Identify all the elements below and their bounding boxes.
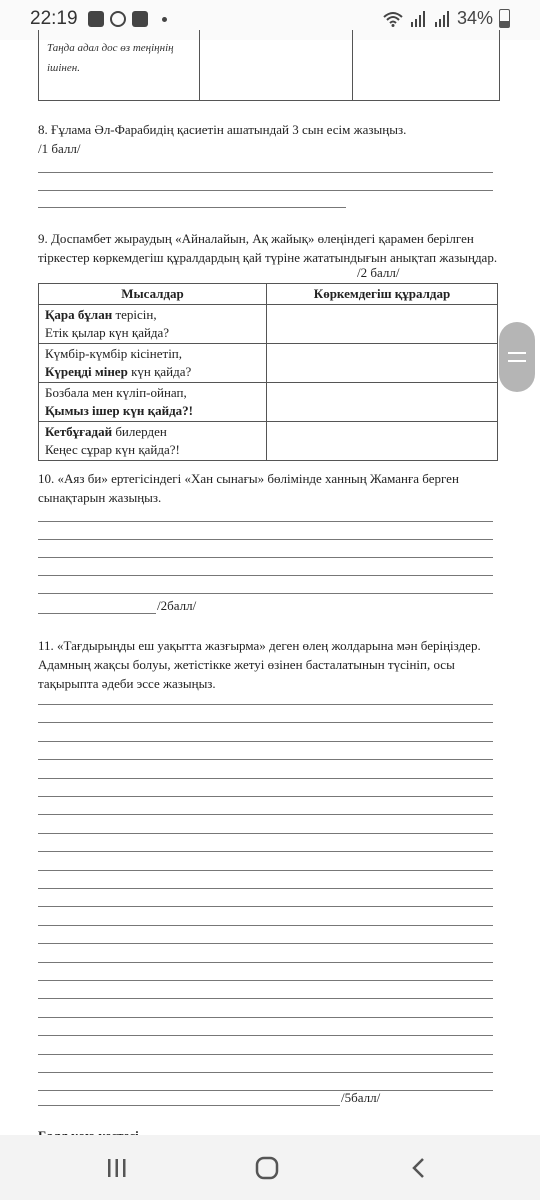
answer-line[interactable]	[38, 575, 493, 576]
instagram-icon	[110, 11, 126, 27]
line-text: Күмбір-күмбір кісінетіп,	[45, 346, 183, 361]
line-text: Бозбала мен күліп-ойнап,	[45, 385, 187, 400]
essay-line[interactable]	[38, 888, 493, 889]
table-column-divider	[199, 30, 200, 100]
signal-icon-2	[433, 11, 451, 27]
status-time: 22:19	[30, 8, 78, 29]
example-cell	[39, 344, 267, 383]
question-11-points: /5балл/	[341, 1090, 381, 1105]
answer-cell[interactable]	[267, 344, 498, 383]
table-row	[39, 344, 498, 383]
question-8-text: 8. Ғұлама Әл-Фарабидің қасиетін ашатындай 3 сын есім жазыңыз.	[38, 122, 407, 137]
table-row	[39, 422, 498, 461]
battery-percent: 34%	[456, 8, 493, 28]
question-8-points: /1 балл/	[38, 141, 81, 156]
question-9-text: 9. Доспамбет жыраудың «Айналайын, Ақ жайық» өлеңіндегі қарамен берілген тіркестер көркемдегіш құралдардың қай түріне жататындығын анықтап жазыңдар.	[38, 231, 498, 265]
line-text: терісін,	[112, 307, 157, 322]
essay-line[interactable]	[38, 778, 493, 779]
notification-icons	[88, 11, 167, 27]
essay-line[interactable]	[38, 1105, 340, 1106]
line-text: Етік қылар күн қайда?	[45, 325, 170, 340]
essay-line[interactable]	[38, 796, 493, 797]
answer-cell[interactable]	[267, 422, 498, 461]
wifi-icon	[383, 11, 403, 27]
column-header-devices: Көркемдегіш құралдар	[267, 284, 498, 305]
essay-line[interactable]	[38, 998, 493, 999]
question-9	[38, 229, 500, 267]
example-cell	[39, 383, 267, 422]
example-cell	[39, 305, 267, 344]
answer-line[interactable]	[38, 613, 156, 614]
essay-line[interactable]	[38, 1035, 493, 1036]
essay-line[interactable]	[38, 1017, 493, 1018]
battery-icon	[499, 9, 510, 28]
bold-phrase: Күреңді мінер	[45, 364, 128, 379]
table-row	[39, 305, 498, 344]
answer-line[interactable]	[38, 557, 493, 558]
question-11	[38, 636, 500, 693]
side-panel-handle[interactable]	[499, 322, 535, 392]
essay-line[interactable]	[38, 870, 493, 871]
document-page[interactable]	[0, 40, 540, 1135]
essay-line[interactable]	[38, 814, 493, 815]
back-icon	[410, 1157, 426, 1179]
table-header-row	[39, 284, 498, 305]
answer-line[interactable]	[38, 521, 493, 522]
essay-line[interactable]	[38, 906, 493, 907]
question-10-text: 10. «Аяз би» ертегісіндегі «Хан сынағы» бөлімінде ханның Жаманға берген сынақтарын жазыңыз.	[38, 471, 459, 505]
essay-line[interactable]	[38, 722, 493, 723]
line-text: күн қайда?	[127, 364, 192, 379]
answer-line[interactable]	[38, 539, 493, 540]
question-9-points: /2 балл/	[357, 265, 400, 280]
essay-line[interactable]	[38, 1054, 493, 1055]
table-cell-text: Таңда адал дос өз теңіңнің ішінен.	[47, 42, 174, 74]
question-8	[38, 120, 500, 158]
essay-line[interactable]	[38, 851, 493, 852]
essay-line[interactable]	[38, 741, 493, 742]
bold-phrase: Қара бұлан	[45, 307, 113, 322]
essay-line[interactable]	[38, 833, 493, 834]
essay-line[interactable]	[38, 1072, 493, 1073]
question-10	[38, 469, 500, 507]
essay-line[interactable]	[38, 925, 493, 926]
question-11-text: 11. «Тағдырыңды еш уақытта жазғырма» деген өлең жолдарына мән беріңіздер. Адамның жақсы болуы, жетістікке жетуі өзінен басталатынын түсініп, осы тақырыпта әдеби эссе жазыңыз.	[38, 638, 481, 691]
question-10-points: /2балл/	[157, 598, 197, 613]
answer-cell[interactable]	[267, 383, 498, 422]
line-text: Кеңес сұрар күн қайда?!	[45, 442, 180, 457]
gallery-icon	[88, 11, 104, 27]
essay-line[interactable]	[38, 980, 493, 981]
answer-line[interactable]	[38, 207, 346, 208]
home-button[interactable]	[247, 1153, 287, 1183]
youtube-icon	[132, 11, 148, 27]
answer-cell[interactable]	[267, 305, 498, 344]
navigation-bar	[0, 1135, 540, 1200]
recent-apps-icon	[106, 1158, 128, 1178]
table-row	[39, 383, 498, 422]
essay-line[interactable]	[38, 962, 493, 963]
bold-phrase: Кетбұғадай	[45, 424, 113, 439]
essay-line[interactable]	[38, 704, 493, 705]
answer-line[interactable]	[38, 593, 493, 594]
essay-line[interactable]	[38, 943, 493, 944]
previous-table-fragment	[38, 30, 500, 101]
line-text: билерден	[112, 424, 167, 439]
more-notifications-icon	[162, 17, 167, 22]
answer-line[interactable]	[38, 190, 493, 191]
bold-phrase: Қымыз ішер күн қайда?!	[45, 403, 194, 418]
back-button[interactable]	[398, 1153, 438, 1183]
table-column-divider	[352, 30, 353, 100]
answer-line[interactable]	[38, 172, 493, 173]
question-9-table	[38, 283, 498, 461]
example-cell	[39, 422, 267, 461]
column-header-examples: Мысалдар	[39, 284, 267, 305]
recent-apps-button[interactable]	[97, 1153, 137, 1183]
essay-line[interactable]	[38, 759, 493, 760]
signal-icon	[409, 11, 427, 27]
essay-line[interactable]	[38, 1090, 493, 1091]
status-right	[383, 8, 510, 29]
home-icon	[255, 1157, 279, 1179]
